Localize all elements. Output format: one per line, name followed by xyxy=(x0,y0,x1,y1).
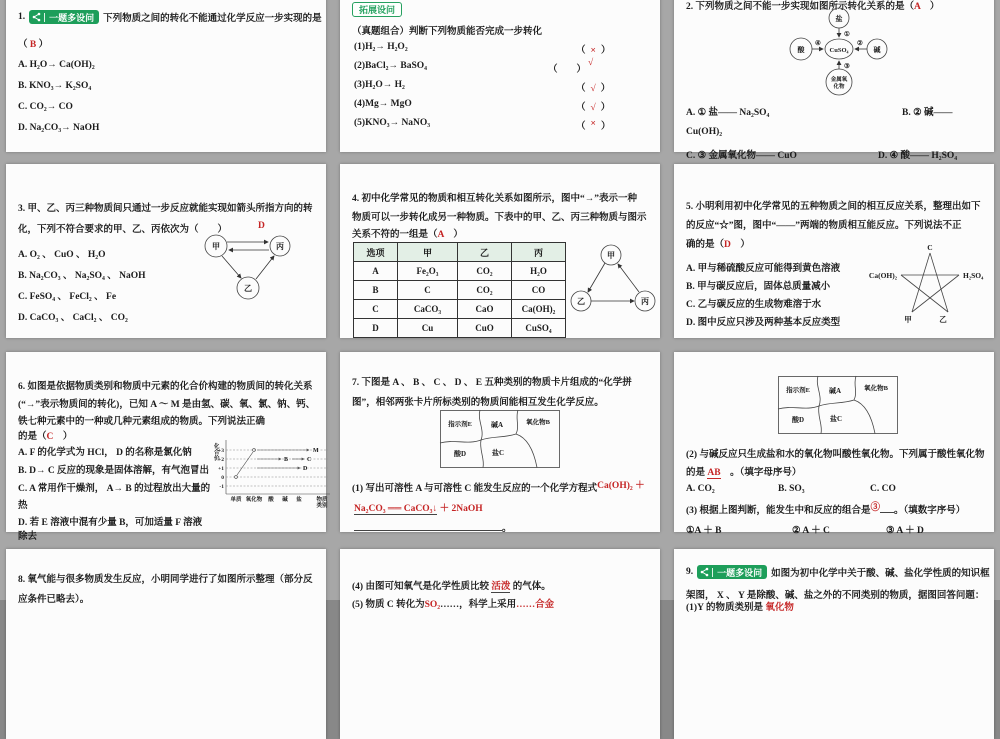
node-jia: 甲 xyxy=(607,251,615,260)
question-text: 的是（ xyxy=(18,432,47,442)
node-yi: 乙 xyxy=(577,297,585,306)
paren-close: ） xyxy=(600,122,611,132)
option-a: A. 甲与稀硫酸反应可能得到黄色溶液 xyxy=(686,264,841,274)
option-b-cont: Cu(OH)₂ xyxy=(686,127,723,137)
x-cat: 酸 xyxy=(268,497,274,503)
slide-12[interactable] xyxy=(674,549,994,739)
arrow-label-4: ④ xyxy=(815,40,821,47)
cell: CO₂ xyxy=(458,281,512,300)
option-b: B. D→ C 反应的现象是固体溶解，有气泡冒出 xyxy=(18,466,210,476)
question-number: 9. xyxy=(686,567,694,577)
sub-question-3 xyxy=(686,502,965,516)
puzzle-oxide-b: 氧化物B xyxy=(526,419,550,426)
question-5-line1: 5. 小明利用初中化学常见的五种物质之间的相互反应关系，整理出如下 xyxy=(686,202,981,212)
cell: H₂O xyxy=(512,262,566,281)
slide-10[interactable] xyxy=(6,549,326,739)
text: (1)Y 的物质类别是 xyxy=(686,603,766,613)
slide-1[interactable] xyxy=(6,0,326,152)
node-base: 碱 xyxy=(873,46,881,54)
option-d-cont: 除去 xyxy=(18,532,38,542)
y-axis-label-3: 价 xyxy=(214,456,220,462)
badge-label: 一题多设问 xyxy=(717,567,763,578)
paren-open: （ xyxy=(576,46,586,56)
puzzle-acid-d: 酸D xyxy=(791,416,805,424)
badge-label: 一题多设问 xyxy=(49,12,95,23)
node-metal-oxide-1: 金属氧 xyxy=(830,77,848,83)
question-6-line1: 6. 如图是依据物质类别和物质中元素的化合价构建的物质间的转化关系 xyxy=(18,382,313,392)
option-a: A. O₂ 、 CuO 、 H₂O xyxy=(18,250,106,260)
share-icon xyxy=(32,12,41,22)
x-cat: 氧化物 xyxy=(245,497,263,503)
answer-blank xyxy=(880,503,894,513)
mark-check: √ xyxy=(590,84,596,94)
option-b: B. KNO₃→ K₂SO₄ xyxy=(18,81,92,91)
paren-close: ） xyxy=(600,84,611,94)
item-1-answer xyxy=(576,42,610,56)
answer-equation-part1: Ca(OH)₂ ＋ xyxy=(597,481,645,491)
item-4-answer xyxy=(576,99,610,113)
puzzle-indicator-e: 指示剂E xyxy=(786,387,810,394)
puzzle-salt-c: 盐C xyxy=(829,415,843,423)
answer: B xyxy=(29,40,37,50)
star-diagram xyxy=(842,242,992,330)
expand-question-badge: 拓展设问 xyxy=(352,2,402,17)
question-text: 如图为初中化学中关于酸、碱、盐化学性质的知识框 xyxy=(771,569,990,579)
item-5-formula: (5)KNO₃→ NaNO₃ xyxy=(354,118,431,128)
multi-question-badge xyxy=(697,565,767,579)
sub-question-5 xyxy=(352,596,554,610)
node-bing: 丙 xyxy=(641,297,649,306)
cell: CuO xyxy=(458,319,512,338)
text: ……，科学上采用 xyxy=(440,600,517,610)
option-c: C. ③ 金属氧化物—— CuO xyxy=(686,151,797,161)
option-c: C. 乙与碳反应的生成物难溶于水 xyxy=(686,300,822,310)
star-label-caoh2: Ca(OH)₂ xyxy=(868,271,897,280)
item-1-formula: (1)H₂→ H₂O₂ xyxy=(354,42,408,52)
item-2-answer mark-check: √ xyxy=(588,58,594,68)
combo-3: ③ A ＋ D xyxy=(886,526,924,536)
star-label-c: C xyxy=(927,243,933,252)
arrow-label-3: ③ xyxy=(844,63,850,70)
paren-close: ） xyxy=(36,40,49,50)
text: 的气体。 xyxy=(510,582,551,592)
question-5-line2: 的反应“☆”图，图中“——”两端的物质相互能反应。下列说法不正 xyxy=(686,221,962,231)
question-1-line xyxy=(18,10,322,24)
option-b: B. ② 碱—— xyxy=(902,108,953,118)
cell: C xyxy=(398,281,458,300)
cell: CO xyxy=(512,281,566,300)
mark-cross: × xyxy=(590,119,596,129)
item-3-formula: (3)H₂O→ H₂ xyxy=(354,80,405,90)
node-jia: 甲 xyxy=(212,242,220,251)
node-salt: 盐 xyxy=(835,15,843,23)
puzzle-indicator-e: 指示剂E xyxy=(448,421,472,428)
option-d: D. 图中反应只涉及两种基本反应类型 xyxy=(686,318,841,328)
answer: A xyxy=(437,230,444,240)
answer-so2: SO₂ xyxy=(424,600,441,610)
cell: CaO xyxy=(458,300,512,319)
slide-7[interactable] xyxy=(6,352,328,542)
answer-huopo: 活泼 xyxy=(491,582,511,592)
y-axis-label-1: 化 xyxy=(214,444,220,450)
point-label-m: M xyxy=(313,448,319,454)
y-tick: -1 xyxy=(219,484,224,490)
x-cat: 碱 xyxy=(282,497,288,503)
combo-2: ② A ＋ C xyxy=(792,526,830,536)
question-6-line4 xyxy=(18,428,72,442)
cycle-diagram xyxy=(570,238,662,324)
star-label-jia: 甲 xyxy=(904,315,912,324)
puzzle-base-a: 碱A xyxy=(828,387,842,395)
sub-question-2-line2 xyxy=(686,464,801,478)
answer-line xyxy=(18,36,48,50)
cell: CO₂ xyxy=(458,262,512,281)
paren-open: （ xyxy=(576,122,586,132)
question-4-line2: 物质可以一步转化成另一种物质。下表中的甲、乙、丙三种物质与图示 xyxy=(352,213,647,223)
node-yi: 乙 xyxy=(244,284,252,293)
cell: CaCO₃ xyxy=(398,300,458,319)
y-tick: 0 xyxy=(221,475,224,481)
question-9-line1 xyxy=(686,565,990,579)
option-b: B. Na₂CO₃ 、 Na₂SO₄ 、 NaOH xyxy=(18,271,146,281)
puzzle-base-a: 碱A xyxy=(490,421,504,429)
node-acid: 酸 xyxy=(797,46,805,54)
y-axis-label-2: 合 xyxy=(214,450,220,456)
star-label-h2so4: H₂SO₄ xyxy=(963,271,984,280)
option-d: D. ④ 酸—— H₂SO₄ xyxy=(878,151,958,161)
star-label-yi: 乙 xyxy=(939,315,947,324)
node-bing: 丙 xyxy=(276,242,284,251)
question-text: 关系不符的一组是（ xyxy=(352,230,438,240)
mark-check: √ xyxy=(590,103,596,113)
puzzle-oxide-b: 氧化物B xyxy=(864,385,888,392)
question-7-line1: 7. 下图是 A 、 B 、 C 、 D 、 E 五种类别的物质卡片组成的“化学拼 xyxy=(352,378,632,388)
table-row xyxy=(354,262,566,281)
table-row xyxy=(354,281,566,300)
question-6-line3: 铁七种元素中的一种或几种元素组成的物质。下列说法正确 xyxy=(18,417,266,427)
slide-9[interactable] xyxy=(674,352,994,536)
puzzle-acid-d: 酸D xyxy=(453,450,467,458)
multi-question-badge xyxy=(29,10,99,24)
option-c: C. FeSO₄ 、 FeCl₂ 、 Fe xyxy=(18,292,117,302)
answer-equation-part2: Na₂CO₃ ══ CaCO₃↓ xyxy=(354,504,438,514)
expand-badge-line xyxy=(352,2,402,17)
paren-close: ） xyxy=(53,432,73,442)
slide-4[interactable] xyxy=(6,164,326,338)
answer-circle3: ③ xyxy=(870,503,880,513)
text: (3) 根据上图判断，能发生中和反应的组合是 xyxy=(686,506,871,516)
option-a: A. F 的化学式为 HCl， D 的名称是氯化钠 xyxy=(18,448,192,458)
node-metal-oxide-2: 化物 xyxy=(833,84,845,90)
col-header: 甲 xyxy=(398,243,458,262)
point-label-d: D xyxy=(303,466,308,472)
share-icon xyxy=(700,567,709,577)
item-5-answer xyxy=(576,118,610,132)
x-cat: 盐 xyxy=(296,497,302,503)
valence-category-chart xyxy=(210,438,334,510)
answer: D xyxy=(724,240,731,250)
question-9-line2: 架图， X 、 Y 是除酸、碱、盐之外的不同类别的物质，据图回答问题： xyxy=(686,591,985,601)
answer-oxide: 氧化物 xyxy=(765,603,794,613)
cell: C xyxy=(354,300,398,319)
paren-close: ） xyxy=(443,230,463,240)
puzzle-diagram xyxy=(774,376,902,434)
period: 。 xyxy=(502,524,512,534)
option-c: C. CO xyxy=(870,484,896,494)
node-cuso4: CuSO₄ xyxy=(829,47,849,54)
arrow-label-1: ① xyxy=(844,31,850,38)
x-axis-label-2: 类别 xyxy=(316,503,328,509)
question-8-line2: 应条件已略去）。 xyxy=(18,595,90,605)
sub-question-1 xyxy=(352,480,645,494)
question-8-line1: 8. 氧气能与很多物质发生反应，小明同学进行了如图所示整理（部分反 xyxy=(18,575,313,585)
cell: B xyxy=(354,281,398,300)
option-b: B. 甲与碳反应后，固体总质量减小 xyxy=(686,282,831,292)
badge-divider xyxy=(44,13,45,22)
option-c: C. A 常用作干燥剂， A→ B 的过程放出大量的 xyxy=(18,484,211,494)
answer-alloy: ……合金 xyxy=(516,600,555,610)
triangle-diagram xyxy=(194,226,318,304)
question-text: 确的是（ xyxy=(686,240,725,250)
arrow-label-2: ② xyxy=(857,40,863,47)
slide-2[interactable] xyxy=(340,0,660,152)
col-header: 丙 xyxy=(512,243,566,262)
question-6-line2: (“→”表示物质间的转化)，已知 A ～ M 是由氢、碳、氧、氯、钠、钙、 xyxy=(18,400,316,410)
question-4-line1: 4. 初中化学常见的物质和相互转化关系如图所示，图中“→”表示一种 xyxy=(352,194,638,204)
item-4-formula: (4)Mg→ MgO xyxy=(354,99,412,109)
option-b: B. SO₃ xyxy=(778,484,805,494)
sub-question-text: (1) 写出可溶性 A 与可溶性 C 能发生反应的一个化学方程式 xyxy=(352,484,598,494)
blank-line xyxy=(354,520,512,534)
x-cat: 单质 xyxy=(230,497,242,503)
answer: A xyxy=(914,2,921,12)
puzzle-diagram xyxy=(440,410,560,468)
badge-divider xyxy=(712,568,713,577)
question-3-line2: 化，下列不符合要求的甲、乙、丙依次为（ ） xyxy=(18,225,228,235)
y-tick: +2 xyxy=(218,457,224,463)
col-header: 乙 xyxy=(458,243,512,262)
option-d: D. 若 E 溶液中混有少量 B，可加适量 F 溶液 xyxy=(18,518,203,528)
y-tick: +3 xyxy=(218,448,224,454)
answer-blank xyxy=(354,521,502,531)
option-a: A. H₂O→ Ca(OH)₂ xyxy=(18,60,95,70)
options-table xyxy=(353,242,566,338)
mark-cross: × xyxy=(590,46,596,56)
question-3-line1: 3. 甲、乙、丙三种物质间只通过一步反应就能实现如箭头所指方向的转 xyxy=(18,204,313,214)
answer: C xyxy=(46,432,54,442)
question-text: （真题组合）判断下列物质能否完成一步转化 xyxy=(352,27,543,37)
sub-question-2-line1: (2) 与碱反应只生成盐和水的氧化物叫酸性氧化物。下列属于酸性氧化物 xyxy=(686,450,985,460)
puzzle-salt-c: 盐C xyxy=(491,449,505,457)
point-label-c: C xyxy=(307,457,312,463)
slide-3[interactable] xyxy=(674,0,994,161)
text: 的是 xyxy=(686,468,708,478)
option-c: C. CO₂→ CO xyxy=(18,102,73,112)
cell: Ca(OH)₂ xyxy=(512,300,566,319)
cell: Fe₂O₃ xyxy=(398,262,458,281)
cell: D xyxy=(354,319,398,338)
paren-open: （ xyxy=(576,84,586,94)
item-3-answer xyxy=(576,80,610,94)
question-5-line3 xyxy=(686,236,750,250)
cell: Cu xyxy=(398,319,458,338)
text: (4) 由图可知氧气是化学性质比较 xyxy=(352,582,492,592)
text: 。（填数字序号） xyxy=(893,506,966,516)
slide-6[interactable] xyxy=(674,164,994,338)
option-a: A. ① 盐—— Na₂SO₄ xyxy=(686,108,770,118)
conversion-diagram xyxy=(774,6,906,100)
x-axis-label-1: 物质 xyxy=(316,497,328,503)
cell: CuSO₄ xyxy=(512,319,566,338)
point-label-b: B xyxy=(284,457,289,463)
paren-close: ） xyxy=(920,2,940,12)
table-row xyxy=(354,319,566,338)
table-row xyxy=(354,300,566,319)
answer: D xyxy=(258,221,265,231)
item-2-formula: (2)BaCl₂→ BaSO₄ xyxy=(354,61,427,71)
question-4-line3 xyxy=(352,226,463,240)
question-text: 2. 下列物质之间不能一步实现如图所示转化关系的是（ xyxy=(686,2,915,12)
paren-close: ） xyxy=(730,240,750,250)
option-c-cont: 热 xyxy=(18,501,28,511)
sub-question-1 xyxy=(686,599,794,613)
col-header: 选项 xyxy=(354,243,398,262)
option-a: A. CO₂ xyxy=(686,484,715,494)
paren-close: ） xyxy=(600,46,611,56)
combo-1: ①A ＋ B xyxy=(686,526,722,536)
cell: A xyxy=(354,262,398,281)
answer-equation-part3: ＋ 2NaOH xyxy=(437,504,483,514)
option-d: D. CaCO₃ 、 CaCl₂ 、 CO₂ xyxy=(18,313,128,323)
text: 。（填字母序号） xyxy=(720,468,802,478)
slide-11[interactable] xyxy=(340,549,660,739)
sub-question-4 xyxy=(352,578,551,592)
answer-equation-line2 xyxy=(354,500,483,514)
item-2-paren: （ ） xyxy=(548,65,587,75)
slide-8[interactable] xyxy=(340,352,660,532)
y-tick: +1 xyxy=(218,466,224,472)
option-d: D. Na₂CO₃→ NaOH xyxy=(18,123,100,133)
question-7-line2: 图”，相邻两张卡片所标类别的物质间能相互发生化学反应。 xyxy=(352,398,604,408)
slide-5[interactable] xyxy=(340,164,660,338)
paren-open: （ xyxy=(18,40,30,50)
paren-close: ） xyxy=(600,103,611,113)
question-number: 1. xyxy=(18,12,26,22)
text: (5) 物质 C 转化为 xyxy=(352,600,425,610)
question-text: 下列物质之间的转化不能通过化学反应一步实现的是 xyxy=(103,14,322,24)
paren-open: （ xyxy=(576,103,586,113)
answer-ab: AB xyxy=(707,468,721,478)
